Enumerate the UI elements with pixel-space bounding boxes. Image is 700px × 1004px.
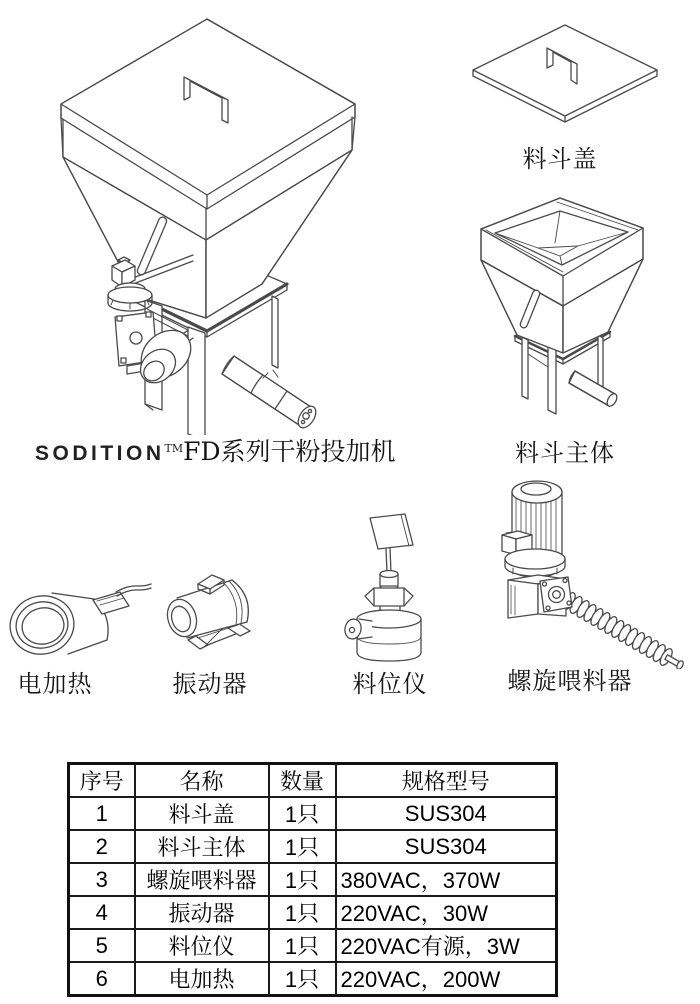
heater-drawing xyxy=(8,580,153,660)
col-header-qty: 数量 xyxy=(269,764,336,798)
product-caption xyxy=(35,432,455,468)
table-row xyxy=(69,863,557,896)
heater-label: 电加热 xyxy=(17,670,93,698)
cell-name: 料位仪 xyxy=(135,929,269,962)
side-port xyxy=(343,618,372,641)
table-row xyxy=(69,962,557,996)
cell-spec: 220VAC，200W xyxy=(336,962,557,996)
main-machine-drawing xyxy=(35,10,435,435)
level-meter-label: 料位仪 xyxy=(352,670,428,698)
cell-index: 3 xyxy=(69,863,135,896)
cell-qty: 1只 xyxy=(269,929,336,962)
trademark-mark: TM xyxy=(164,442,184,455)
cell-spec: 380VAC，370W xyxy=(336,863,557,896)
series-name: FD系列干粉投加机 xyxy=(183,437,396,466)
hopper-lid-label: 料斗盖 xyxy=(522,145,598,173)
hopper-lid-drawing xyxy=(465,22,700,140)
screw-feeder-label: 螺旋喂料器 xyxy=(507,667,633,695)
table-row xyxy=(69,929,557,962)
outlet-tube xyxy=(569,371,619,408)
cell-index: 5 xyxy=(69,929,135,962)
table-row xyxy=(69,830,557,863)
cell-qty: 1只 xyxy=(269,863,336,896)
cell-name: 电加热 xyxy=(135,962,269,996)
cell-qty: 1只 xyxy=(269,797,336,830)
brand-name: SODITION xyxy=(35,442,165,465)
cell-name: 振动器 xyxy=(135,896,269,929)
power-cable xyxy=(116,584,151,596)
cell-qty: 1只 xyxy=(269,962,336,996)
vibrator-label: 振动器 xyxy=(172,670,248,698)
screw-feeder-drawing xyxy=(478,473,700,669)
hopper-body-drawing xyxy=(460,196,700,428)
cell-index: 4 xyxy=(69,896,135,929)
outlet-tube xyxy=(222,356,319,431)
cell-index: 1 xyxy=(69,797,135,830)
table-header-row xyxy=(69,764,557,798)
cell-spec: SUS304 xyxy=(336,830,557,863)
cell-index: 6 xyxy=(69,962,135,996)
vibrator-drawing xyxy=(160,570,265,655)
hopper-assembly xyxy=(61,19,355,318)
cell-index: 2 xyxy=(69,830,135,863)
cell-name: 料斗主体 xyxy=(135,830,269,863)
spec-table xyxy=(67,762,558,997)
flange xyxy=(505,549,565,577)
level-meter-drawing xyxy=(342,512,437,662)
auger-screw xyxy=(559,590,687,669)
col-header-index: 序号 xyxy=(69,764,135,798)
cell-name: 料斗盖 xyxy=(135,797,269,830)
cell-spec: 220VAC有源，3W xyxy=(336,929,557,962)
col-header-name: 名称 xyxy=(135,764,269,798)
table-row xyxy=(69,896,557,929)
gearbox xyxy=(508,575,572,618)
hopper-body-label: 料斗主体 xyxy=(515,439,615,467)
cell-name: 螺旋喂料器 xyxy=(135,863,269,896)
cell-qty: 1只 xyxy=(269,830,336,863)
cell-spec: SUS304 xyxy=(336,797,557,830)
cell-spec: 220VAC，30W xyxy=(336,896,557,929)
table-row xyxy=(69,797,557,830)
col-header-spec: 规格型号 xyxy=(336,764,557,798)
cell-qty: 1只 xyxy=(269,896,336,929)
